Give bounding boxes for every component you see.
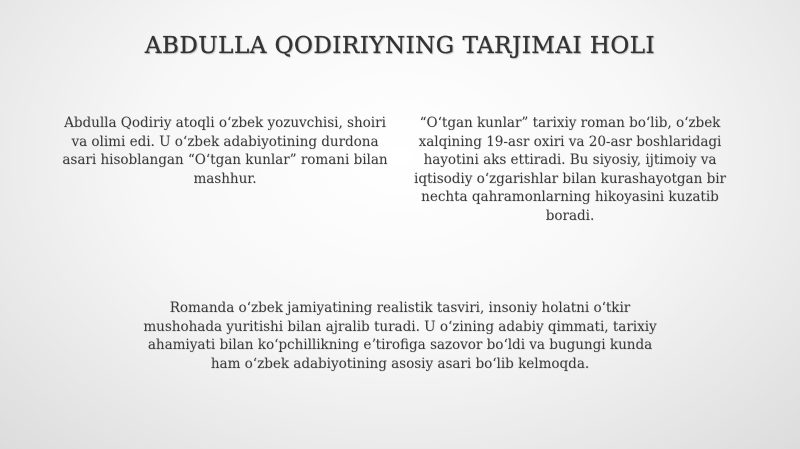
slide-title: ABDULLA QODIRIYNING TARJIMAI HOLI: [144, 33, 656, 59]
paragraph-bottom: Romanda oʻzbek jamiyatining realistik tasviri, insoniy holatni oʻtkir mushohada yuritishi bilan ajralib turadi. U oʻzining adabiy qimmati, tarixiy ahamiyati bilan koʻpchillikning eʼtirofiga sazovor boʻldi va bugungi kunda ham oʻzbek adabiyotining asosiy asari boʻlib kelmoqda.: [143, 300, 657, 372]
paragraph-right: “Oʻtgan kunlar” tarixiy roman boʻlib, oʻzbek xalqining 19-asr oxiri va 20-asr boshlaridagi hayotini aks ettiradi. Bu siyosiy, ijtimoiy va iqtisodiy oʻzgarishlar bilan kurashayotgan bir nechta qahramonlarning hikoyasini kuzatib boradi.: [414, 115, 726, 224]
paragraph-left: Abdulla Qodiriy atoqli oʻzbek yozuvchisi, shoiri va olimi edi. U oʻzbek adabiyotining durdona asari hisoblangan “Oʻtgan kunlar” romani bilan mashhur.: [62, 115, 388, 187]
